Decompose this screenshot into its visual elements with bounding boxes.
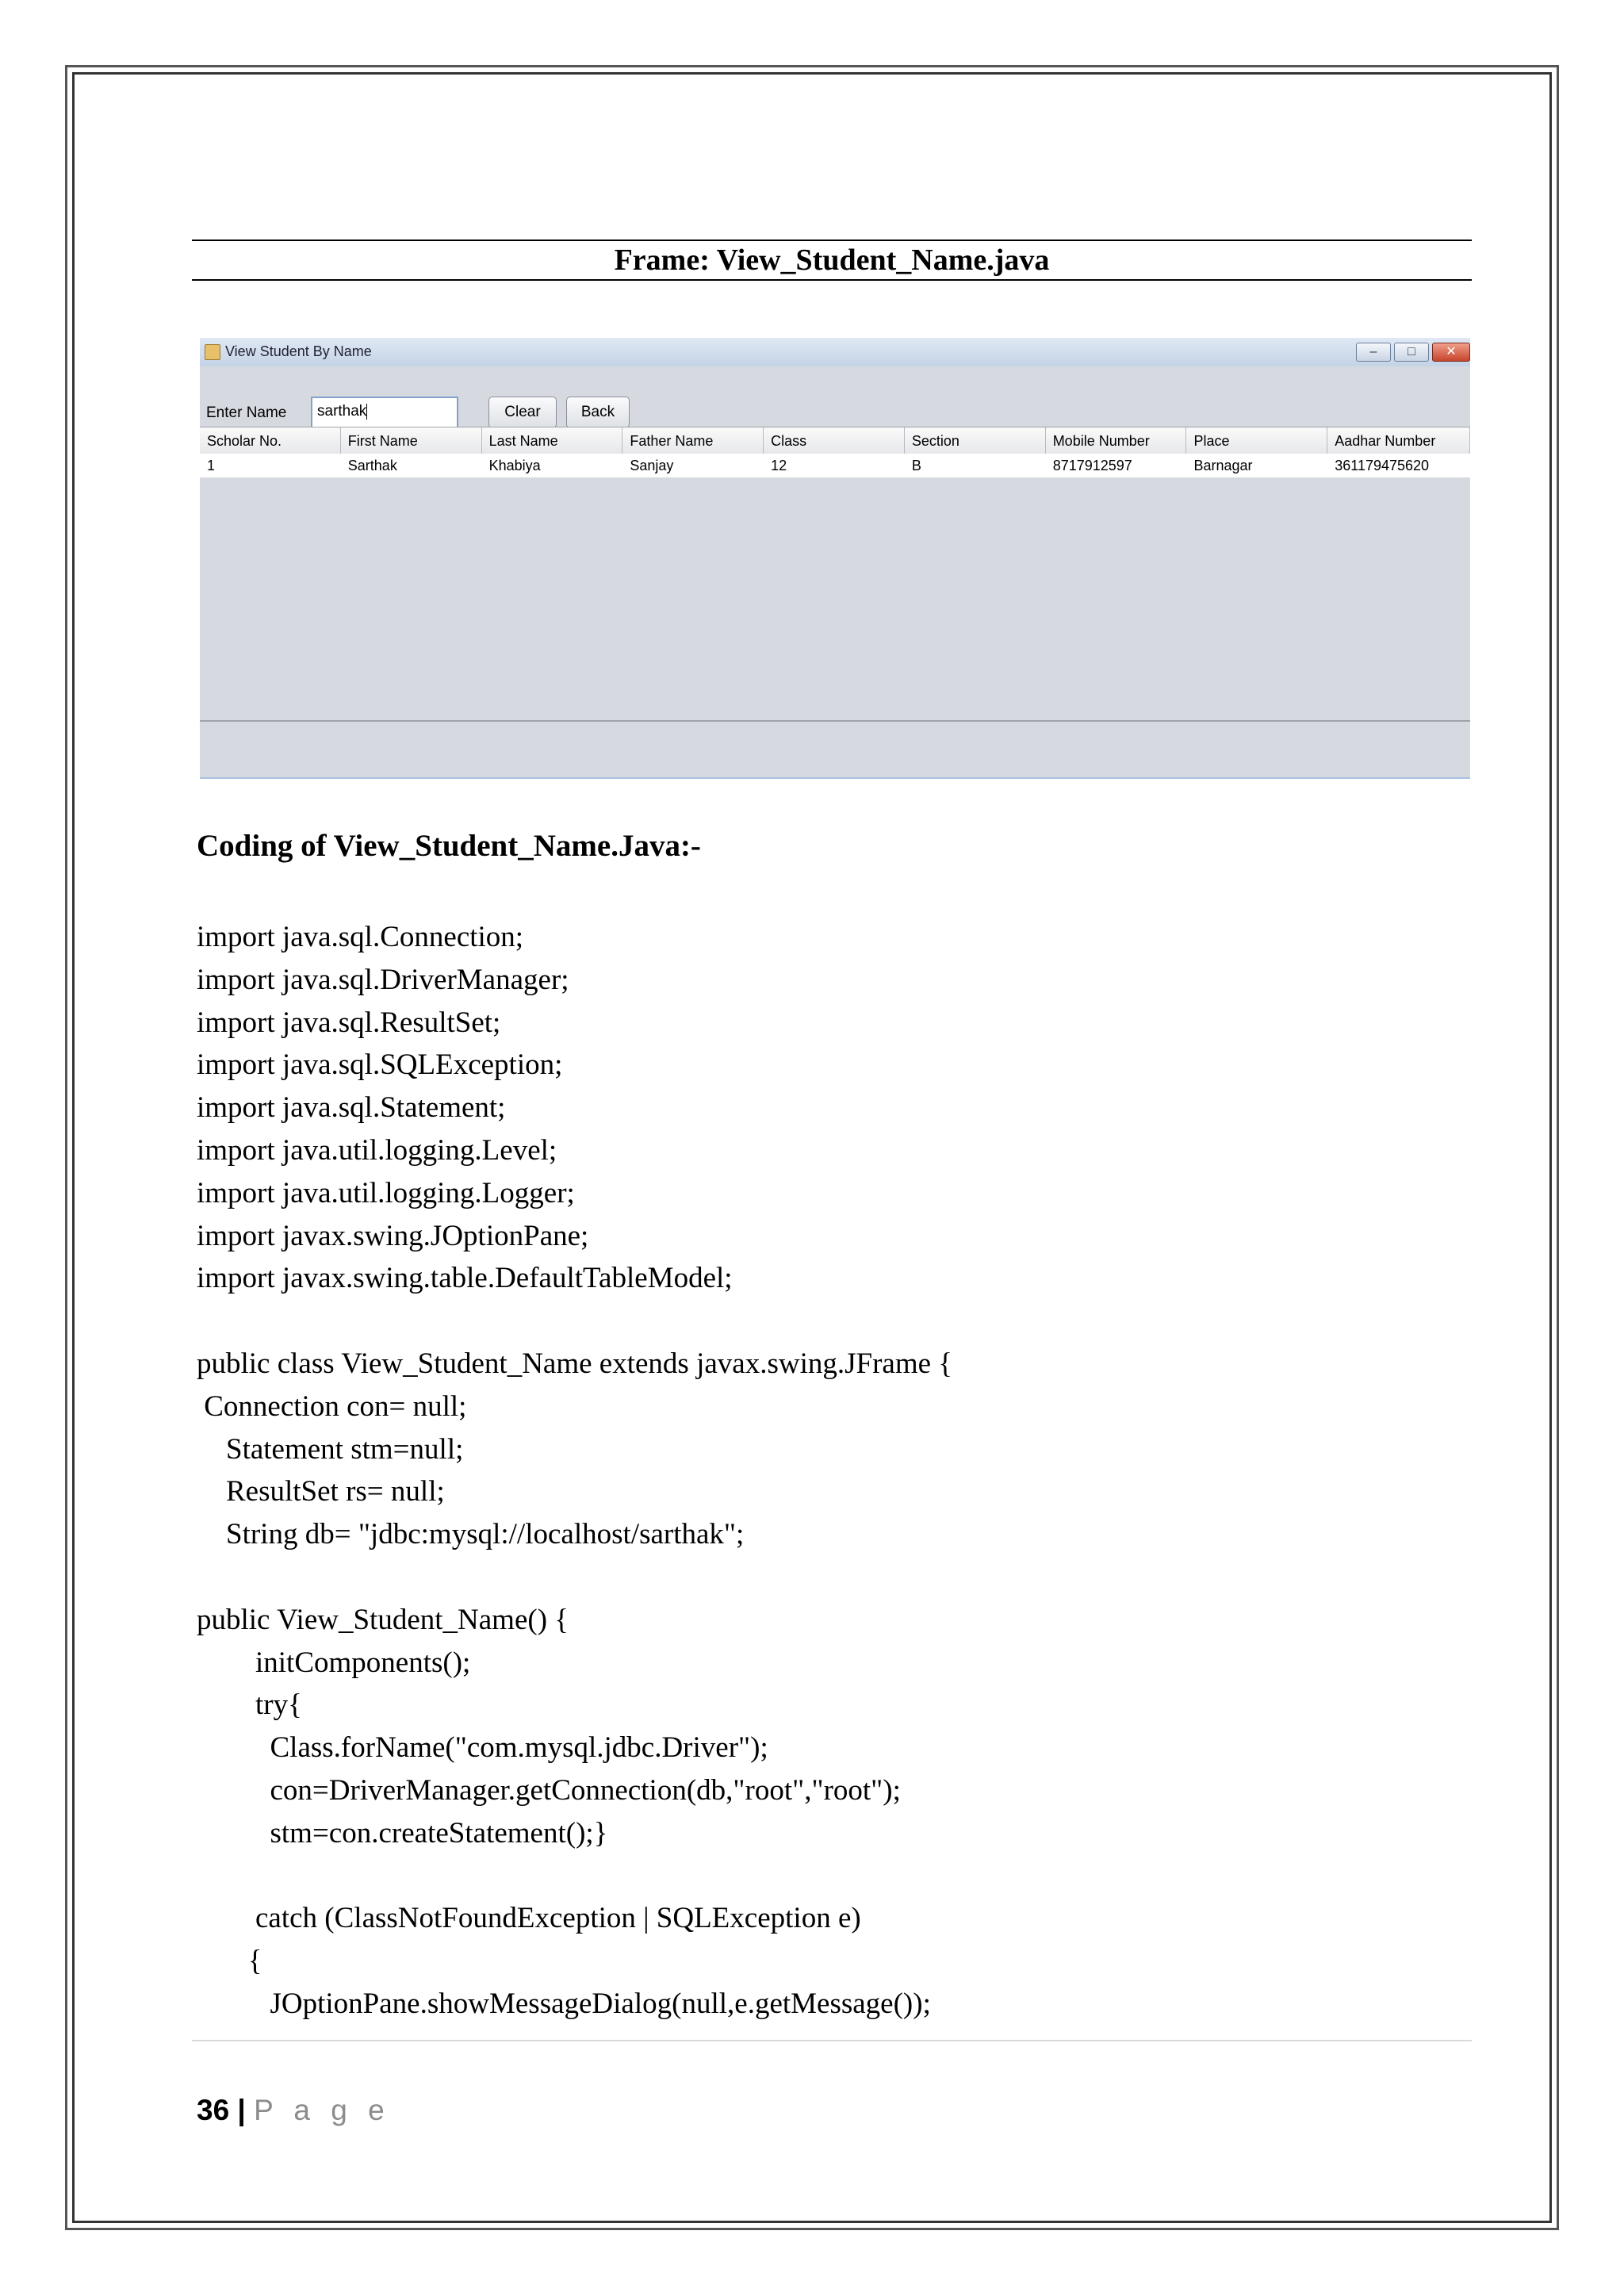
- clear-button[interactable]: Clear: [488, 397, 557, 428]
- code-line: import java.sql.DriverManager;: [197, 963, 569, 996]
- column-header[interactable]: Section: [905, 427, 1046, 454]
- window-titlebar: [200, 338, 1470, 366]
- code-line: import java.sql.ResultSet;: [197, 1006, 501, 1039]
- table-cell: Barnagar: [1193, 458, 1253, 473]
- footer-rule: [192, 2040, 1472, 2041]
- window-bottom-panel: [200, 722, 1470, 779]
- code-line: import javax.swing.table.DefaultTableModel;: [197, 1262, 733, 1295]
- code-line: try{: [197, 1688, 302, 1722]
- code-line: import javax.swing.JOptionPane;: [197, 1219, 589, 1252]
- table-header: [200, 427, 1470, 455]
- code-line: [197, 1855, 952, 1898]
- column-header[interactable]: Father Name: [622, 427, 764, 454]
- name-input[interactable]: [311, 397, 458, 428]
- text-caret: [366, 404, 367, 420]
- window-title: View Student By Name: [225, 343, 372, 359]
- code-line: con=DriverManager.getConnection(db,"root","root");: [197, 1773, 901, 1807]
- table-cell: 12: [771, 458, 787, 473]
- code-line: String db= "jdbc:mysql://localhost/sarthak";: [197, 1518, 745, 1551]
- minimize-button[interactable]: –: [1356, 343, 1391, 362]
- code-line: catch (ClassNotFoundException | SQLException e): [197, 1902, 861, 1935]
- code-line: import java.util.logging.Level;: [197, 1133, 557, 1167]
- code-line: import java.sql.Statement;: [197, 1091, 506, 1125]
- column-header[interactable]: Aadhar Number: [1327, 427, 1470, 454]
- code-line: import java.util.logging.Logger;: [197, 1176, 575, 1209]
- code-line: initComponents();: [197, 1646, 471, 1679]
- column-header[interactable]: Last Name: [482, 427, 623, 454]
- table-cell: 1: [207, 458, 216, 473]
- page-footer: [197, 2094, 391, 2127]
- table-cell: Sarthak: [347, 458, 397, 473]
- table-cell: 8717912597: [1052, 458, 1132, 473]
- code-line: public class View_Student_Name extends javax.swing.JFrame {: [197, 1347, 953, 1380]
- enter-name-label: Enter Name: [206, 404, 287, 421]
- java-app-icon: [205, 344, 220, 360]
- code-line: Class.forName("com.mysql.jdbc.Driver");: [197, 1731, 768, 1765]
- page-number: 36: [197, 2094, 230, 2126]
- code-line: stm=con.createStatement();}: [197, 1816, 608, 1849]
- code-line: Statement stm=null;: [197, 1432, 464, 1466]
- code-line: Connection con= null;: [197, 1389, 467, 1423]
- table-cell: Khabiya: [488, 458, 541, 473]
- window-controls: [1356, 343, 1470, 362]
- close-button[interactable]: ✕: [1432, 343, 1470, 362]
- section-heading: Coding of View_Student_Name.Java:-: [197, 829, 701, 863]
- column-header[interactable]: First Name: [341, 427, 482, 454]
- page-word: P a g e: [254, 2094, 391, 2126]
- student-table[interactable]: [200, 427, 1470, 722]
- code-line: JOptionPane.showMessageDialog(null,e.getMessage());: [197, 1987, 931, 2020]
- code-line: import java.sql.SQLException;: [197, 1048, 563, 1082]
- column-header[interactable]: Class: [764, 427, 905, 454]
- frame-heading: Frame: View_Student_Name.java: [192, 240, 1472, 281]
- maximize-button[interactable]: □: [1394, 343, 1429, 362]
- back-button[interactable]: Back: [566, 397, 630, 428]
- code-line: ResultSet rs= null;: [197, 1475, 445, 1508]
- column-header[interactable]: Place: [1186, 427, 1327, 454]
- code-line: [197, 1556, 952, 1599]
- column-header[interactable]: Mobile Number: [1046, 427, 1187, 454]
- code-line: {: [197, 1945, 262, 1978]
- app-window-screenshot: [200, 338, 1470, 779]
- column-header[interactable]: Scholar No.: [200, 427, 341, 454]
- table-cell: 361179475620: [1335, 458, 1430, 473]
- name-input-value: sarthak: [317, 403, 367, 420]
- table-cell: Sanjay: [630, 458, 674, 473]
- code-listing: [197, 916, 952, 2026]
- code-line: public View_Student_Name() {: [197, 1603, 569, 1636]
- table-cell: B: [911, 458, 921, 473]
- code-line: [197, 1300, 952, 1343]
- code-line: import java.sql.Connection;: [197, 921, 524, 953]
- table-row[interactable]: [200, 454, 1470, 477]
- page-separator: |: [229, 2094, 255, 2126]
